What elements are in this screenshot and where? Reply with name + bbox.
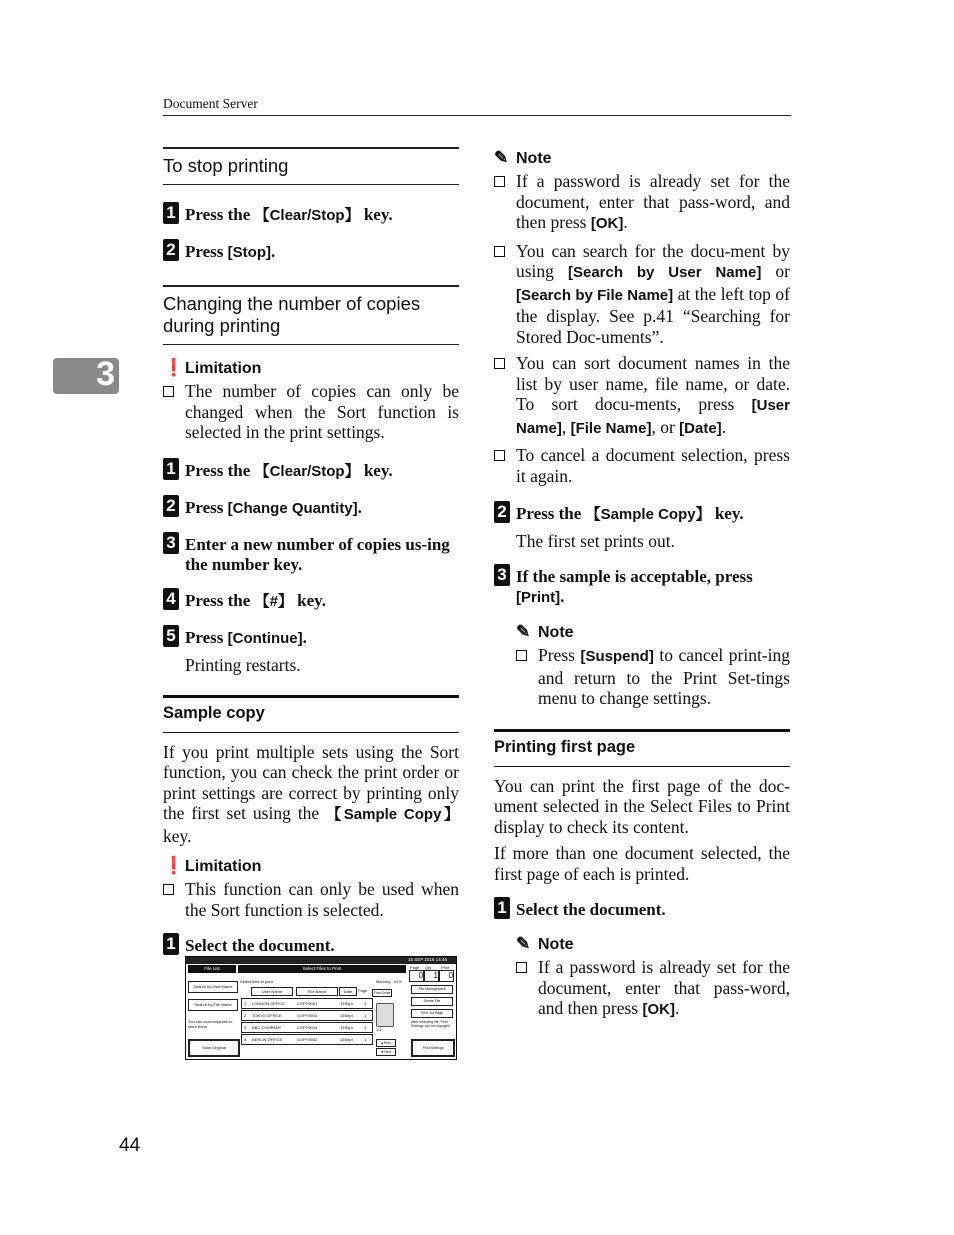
select-prompt: Select files to print. — [240, 979, 274, 984]
file-list-tab[interactable]: File List — [188, 965, 236, 973]
row-page: 1 — [364, 1025, 367, 1030]
note-item — [516, 957, 790, 1021]
prev-button[interactable]: ▲Prev. — [376, 1039, 396, 1047]
step-number: 1 — [163, 933, 179, 955]
row-date: 15Sept — [340, 1025, 353, 1030]
step-text: Select the document. — [185, 936, 335, 955]
row-number: 2 — [244, 1013, 247, 1018]
key-label: 【#】 — [254, 592, 293, 610]
note-heading — [494, 150, 790, 168]
section-heading-stop: To stop printing — [163, 147, 459, 185]
table-row[interactable] — [241, 1034, 373, 1045]
note-text: , — [561, 416, 571, 437]
row-file: COPY0004 — [297, 1013, 318, 1018]
note-text: You can search for the docu-ment by using — [516, 240, 790, 281]
step-number: 4 — [163, 588, 179, 610]
step — [163, 532, 459, 575]
step-text: . — [302, 627, 307, 647]
step-number: 2 — [494, 501, 510, 523]
key-label: 【Sample Copy】 — [585, 506, 711, 523]
row-file: COPY0001 — [297, 1001, 318, 1006]
step-text: . — [357, 497, 362, 517]
step-text: Select the document. — [516, 900, 666, 919]
table-row[interactable] — [241, 998, 373, 1009]
after-select-hint: After selecting file, Print Settings can be changed — [411, 1020, 450, 1028]
print-counter-label: Print — [441, 965, 450, 970]
print-counter: 0 — [439, 970, 454, 982]
note-text: Press — [538, 645, 581, 665]
step — [163, 588, 459, 612]
limitation-text: The number of copies can only be changed when the Sort function is selected in the print settings. — [185, 381, 459, 442]
pencil-icon: ✎ — [516, 934, 531, 953]
key-label: 【Sample Copy】 — [326, 806, 460, 823]
exclamation-icon: ❗ — [163, 358, 185, 377]
step-text: key. — [359, 460, 393, 480]
note-text: , or — [651, 416, 680, 437]
order-position: 1/1 — [376, 1027, 382, 1032]
print-settings-button[interactable]: Print Settings — [411, 1039, 455, 1057]
limitation-heading — [163, 858, 459, 876]
key-label: [Change Quantity] — [227, 499, 358, 517]
note-text: . — [623, 212, 628, 232]
step — [163, 458, 459, 482]
file-name-sort-button[interactable]: File Name — [296, 987, 338, 996]
row-date: 15Sept — [340, 1001, 353, 1006]
note-text: to cancel print-ing and return to the Print Set-tings menu to change settings. — [538, 645, 790, 708]
key-label: [Search by File Name] — [516, 286, 674, 304]
note-heading — [516, 624, 790, 642]
note-text: If a password is already set for the document, enter that pass-word, and then press — [538, 957, 790, 1018]
left-column — [163, 147, 459, 956]
note-heading — [516, 936, 790, 954]
date-sort-button[interactable]: Date — [339, 987, 357, 996]
step-text: Press — [185, 627, 228, 647]
step-text: Press — [185, 242, 228, 261]
section-heading-first-page: Printing first page — [494, 729, 790, 767]
first-page-paragraph: You can print the first page of the doc-ument selected in the Select Files to Print display to check its content. — [494, 775, 790, 837]
step-text: key. — [292, 590, 326, 610]
key-label: [Search by User Name] — [568, 264, 762, 281]
step — [163, 495, 459, 519]
scan-hint: You can scan originals to store them — [188, 1019, 233, 1029]
checkbox-bullet-icon — [163, 386, 174, 397]
key-label: [Suspend] — [580, 648, 654, 665]
step-text: . — [560, 587, 565, 606]
row-number: 1 — [244, 1001, 247, 1006]
print-first-page-button[interactable]: Print 1st Page — [411, 1009, 453, 1018]
step-number: 2 — [163, 495, 179, 517]
step-text: . — [270, 242, 276, 261]
step — [163, 242, 459, 263]
limitation-label: Limitation — [185, 360, 262, 377]
qty-counter: 1 — [424, 970, 439, 982]
row-user: ABC COMPANY — [252, 1025, 282, 1030]
note-text: If a password is already set for the document, enter that pass-word, and then press — [516, 171, 790, 232]
page-counter: 0 — [409, 970, 424, 982]
row-date: 15Sept — [340, 1037, 353, 1042]
row-user: BERLIN OFFICE — [252, 1037, 283, 1042]
step-text: Press — [185, 497, 228, 517]
step-text: Press the — [185, 460, 255, 480]
screen-date: 15 SEP 2016 14:46 — [408, 957, 447, 962]
step-number: 3 — [163, 532, 179, 554]
chapter-tab — [53, 355, 119, 394]
note-label: Note — [516, 150, 552, 167]
note-item — [516, 645, 790, 709]
step-number: 5 — [163, 625, 179, 647]
limitation-heading — [163, 360, 459, 378]
key-label: [Stop] — [227, 244, 271, 261]
user-name-sort-button[interactable]: User Name — [251, 987, 293, 996]
table-row[interactable] — [241, 1010, 373, 1021]
delete-file-button[interactable]: Delete File — [411, 997, 453, 1006]
checkbox-bullet-icon — [516, 962, 527, 973]
checkbox-bullet-icon — [494, 176, 505, 187]
step-number: 1 — [163, 202, 179, 224]
next-button[interactable]: ▼Next — [376, 1048, 396, 1056]
step-number: 2 — [163, 239, 179, 261]
printer-icon — [376, 1003, 394, 1027]
chapter-number: 3 — [96, 355, 115, 393]
step-number: 1 — [494, 897, 510, 919]
note-item — [494, 241, 790, 348]
note-text: To cancel a document selection, press it again. — [516, 445, 790, 486]
note-text: You can sort document names in the list by user name, file name, or date. To sort docu-ments, press — [516, 353, 790, 414]
paragraph-text: key. — [163, 825, 192, 846]
row-file: COPY0003 — [297, 1025, 318, 1030]
key-label: [OK] — [642, 1001, 675, 1018]
memory-indicator: Memory : 91% — [376, 979, 402, 984]
section-heading-copies: Changing the number of copies during printing — [163, 285, 459, 345]
sample-paragraph — [163, 742, 459, 847]
search-file-button[interactable]: Search by File Name — [188, 999, 238, 1011]
step-text: Press the — [185, 590, 255, 610]
step — [163, 936, 459, 956]
running-header: Document Server — [163, 96, 791, 116]
checkbox-bullet-icon — [494, 246, 505, 257]
step-text: key. — [710, 504, 744, 523]
pencil-icon: ✎ — [494, 148, 509, 167]
limitation-label: Limitation — [185, 858, 262, 875]
step-text: Enter a new number of copies us-ing the number key. — [185, 534, 450, 574]
step-text: Press the — [516, 504, 586, 523]
note-text: . — [675, 998, 680, 1018]
control-panel-screenshot — [185, 956, 457, 1060]
step-result: The first set prints out. — [516, 531, 675, 551]
note-item — [494, 445, 790, 486]
exclamation-icon: ❗ — [163, 856, 185, 875]
step — [163, 625, 459, 649]
step-text: Press the — [185, 205, 255, 224]
row-page: 1 — [364, 1013, 367, 1018]
scan-original-button[interactable]: Scan Original — [188, 1039, 240, 1057]
key-label: [Date] — [679, 419, 722, 437]
table-row[interactable] — [241, 1022, 373, 1033]
limitation-text: This function can only be used when the Sort function is selected. — [185, 879, 459, 920]
row-file: COPY0002 — [297, 1037, 318, 1042]
row-page: 1 — [364, 1037, 367, 1042]
checkbox-bullet-icon — [516, 650, 527, 661]
qty-counter-label: Qty — [425, 965, 432, 970]
key-label: [Continue] — [227, 629, 303, 647]
checkbox-bullet-icon — [494, 450, 505, 461]
file-management-button[interactable]: File Management — [411, 985, 453, 994]
note-text: . — [721, 416, 727, 437]
checkbox-bullet-icon — [494, 358, 505, 369]
step-text: key. — [359, 205, 393, 224]
first-page-paragraph: If more than one document selected, the first page of each is printed. — [494, 843, 790, 884]
limitation-item — [163, 381, 459, 443]
print-order-button[interactable]: Print Order — [373, 991, 391, 995]
row-number: 3 — [244, 1025, 247, 1030]
row-user: LONDON OFFICE — [252, 1001, 285, 1006]
right-column — [494, 150, 790, 1021]
step-text: If the sample is acceptable, press — [516, 567, 753, 586]
note-text: or — [761, 261, 790, 281]
page-counter-label: Page — [410, 965, 420, 970]
row-number: 4 — [244, 1037, 247, 1042]
key-label: [Print] — [516, 589, 561, 606]
page-number: 44 — [119, 1135, 141, 1156]
key-label: 【Clear/Stop】 — [254, 462, 360, 480]
key-label: 【Clear/Stop】 — [254, 207, 360, 224]
step-number: 3 — [494, 564, 510, 586]
key-label: [User Name] — [516, 397, 790, 437]
section-heading-sample: Sample copy — [163, 695, 459, 733]
key-label: [File Name] — [570, 419, 652, 437]
step-number: 1 — [163, 458, 179, 480]
search-user-button[interactable]: Search by User Name — [188, 981, 238, 993]
step-result: Printing restarts. — [185, 654, 301, 675]
note-label: Note — [538, 936, 574, 953]
step — [494, 504, 790, 525]
step — [163, 205, 459, 226]
checkbox-bullet-icon — [163, 884, 174, 895]
row-page: 1 — [364, 1001, 367, 1006]
step — [494, 567, 790, 608]
note-text: at the left top of the display. See p.41 “Searching for Stored Doc-uments”. — [516, 283, 790, 347]
screen-title: Select Files to Print — [238, 965, 406, 973]
key-label: [OK] — [590, 215, 624, 232]
note-item — [494, 171, 790, 235]
step — [494, 900, 790, 920]
note-item — [494, 353, 790, 439]
row-date: 15Sept — [340, 1013, 353, 1018]
page-column-label: Page — [358, 988, 368, 993]
note-label: Note — [538, 624, 574, 641]
row-user: TOKYO OFFICE — [252, 1013, 282, 1018]
paragraph-text: If you print multiple sets using the Sort function, you can check the print order or print settings are correct by printing only the first set using the — [163, 741, 459, 823]
limitation-item — [163, 879, 459, 920]
pencil-icon: ✎ — [516, 622, 531, 641]
